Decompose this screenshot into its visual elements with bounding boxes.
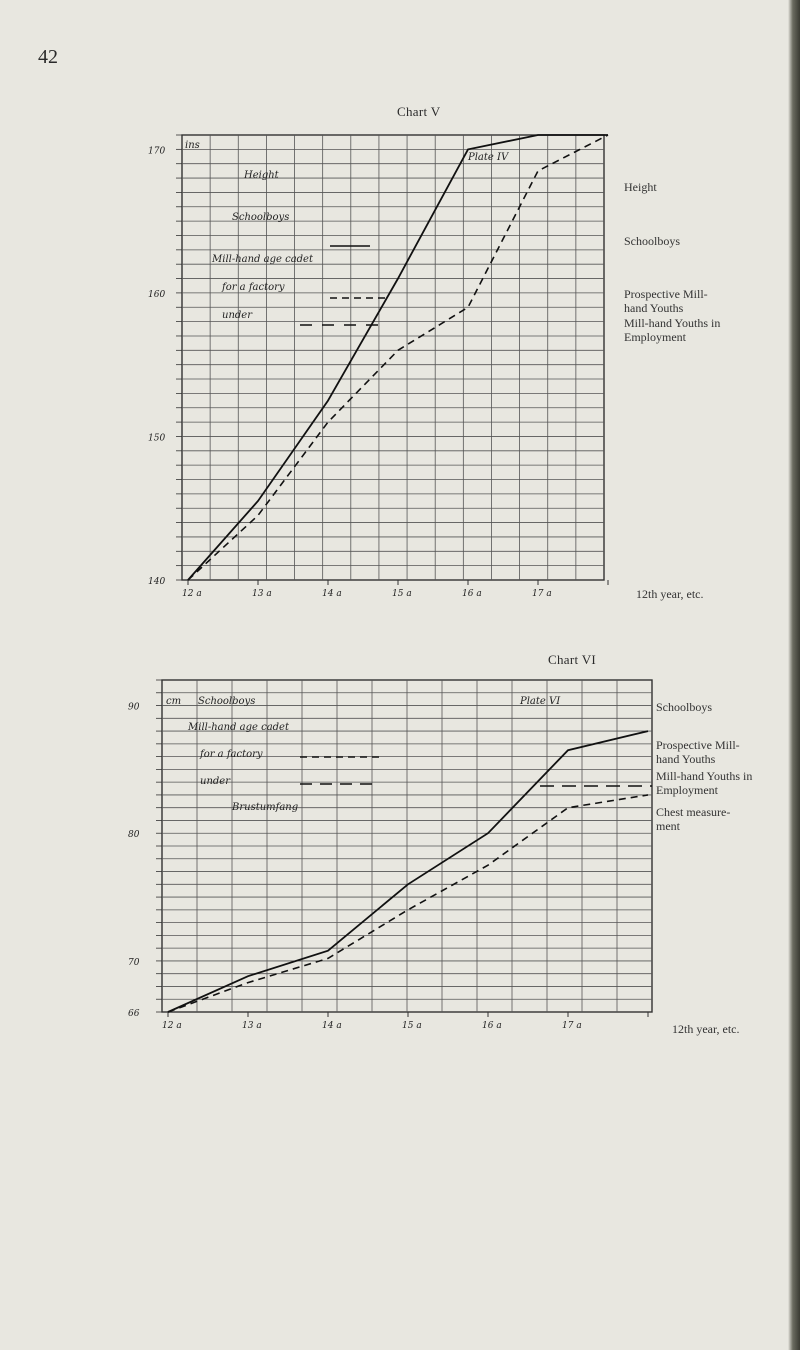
chart-vi-hand-under: under xyxy=(200,776,230,787)
chart-v-legend-prospective: Prospective Mill-hand Youths xyxy=(624,287,708,315)
chart-vi-x-suffix: 12th year, etc. xyxy=(672,1022,740,1036)
chart-vi-hand-millhand: Mill-hand age cadet xyxy=(188,722,289,733)
chart-v-hand-height: Height xyxy=(244,170,279,181)
chart-v-y-label: 160 xyxy=(148,289,166,300)
chart-vi-x-label: 15 a xyxy=(402,1021,422,1031)
chart-vi-hand-title: Plate VI xyxy=(520,696,561,707)
chart-vi-x-label: 13 a xyxy=(242,1021,262,1031)
chart-v-legend-height: Height xyxy=(624,180,657,194)
chart-vi-x-label: 16 a xyxy=(482,1021,502,1031)
chart-vi-y-label: 80 xyxy=(128,830,140,841)
chart-v-x-label: 15 a xyxy=(392,589,412,599)
chart-v-hand-schoolboys: Schoolboys xyxy=(232,212,290,223)
chart-v-y-label: 140 xyxy=(148,577,166,587)
chart-vi-legend-schoolboys: Schoolboys xyxy=(656,700,713,714)
chart-v-hand-title: Plate IV xyxy=(468,152,509,163)
chart-v-x-label: 16 a xyxy=(462,589,482,599)
chart-vi-y-label: 66 xyxy=(128,1009,140,1019)
chart-v-hand-under: under xyxy=(222,310,252,321)
chart-v-hand-millhand: Mill-hand age cadet xyxy=(212,254,313,265)
chart-v-y-label: 150 xyxy=(148,433,166,444)
chart-vi-hand-schoolboys: Schoolboys xyxy=(198,696,256,707)
chart-vi-legend-prospective: Prospective Mill-hand Youths xyxy=(656,738,740,766)
page-edge-shadow xyxy=(788,0,800,1350)
chart-v-legend-schoolboys: Schoolboys xyxy=(624,234,681,248)
chart-v-x-suffix: 12th year, etc. xyxy=(636,587,704,601)
chart-vi-hand-factory: for a factory xyxy=(200,749,263,760)
page-number: 42 xyxy=(38,46,58,68)
chart-vi-x-label: 12 a xyxy=(162,1021,182,1031)
chart-vi-hand-chest: Brustumfang xyxy=(232,802,299,813)
chart-vi-hand-unit: cm xyxy=(166,696,182,707)
chart-v-x-label: 12 a xyxy=(182,589,202,599)
chart-vi-caption: Chart VI xyxy=(548,652,597,667)
chart-v-legend-employed: Mill-hand Youths in Employment xyxy=(624,316,721,344)
chart-v-x-label: 17 a xyxy=(532,589,552,599)
chart-vi-y-label: 70 xyxy=(128,957,140,968)
chart-v-hand-unit: ins xyxy=(185,140,200,151)
chart-v-series-prospective xyxy=(188,135,608,580)
chart-vi-legend-chest: Chest measure-ment xyxy=(656,805,731,833)
chart-v-y-label: 170 xyxy=(148,146,166,157)
chart-vi-legend-employed: Mill-hand Youths in Employment xyxy=(656,769,753,797)
chart-vi-x-label: 17 a xyxy=(562,1021,582,1031)
chart-vi-y-label: 90 xyxy=(128,702,140,713)
chart-vi-x-label: 14 a xyxy=(322,1021,342,1031)
chart-v-x-label: 14 a xyxy=(322,589,342,599)
chart-v-caption: Chart V xyxy=(397,104,441,119)
chart-v-frame xyxy=(182,135,604,580)
chart-v-x-label: 13 a xyxy=(252,589,272,599)
chart-v-hand-factory: for a factory xyxy=(222,282,285,293)
chart-v-series-schoolboys xyxy=(188,135,608,580)
